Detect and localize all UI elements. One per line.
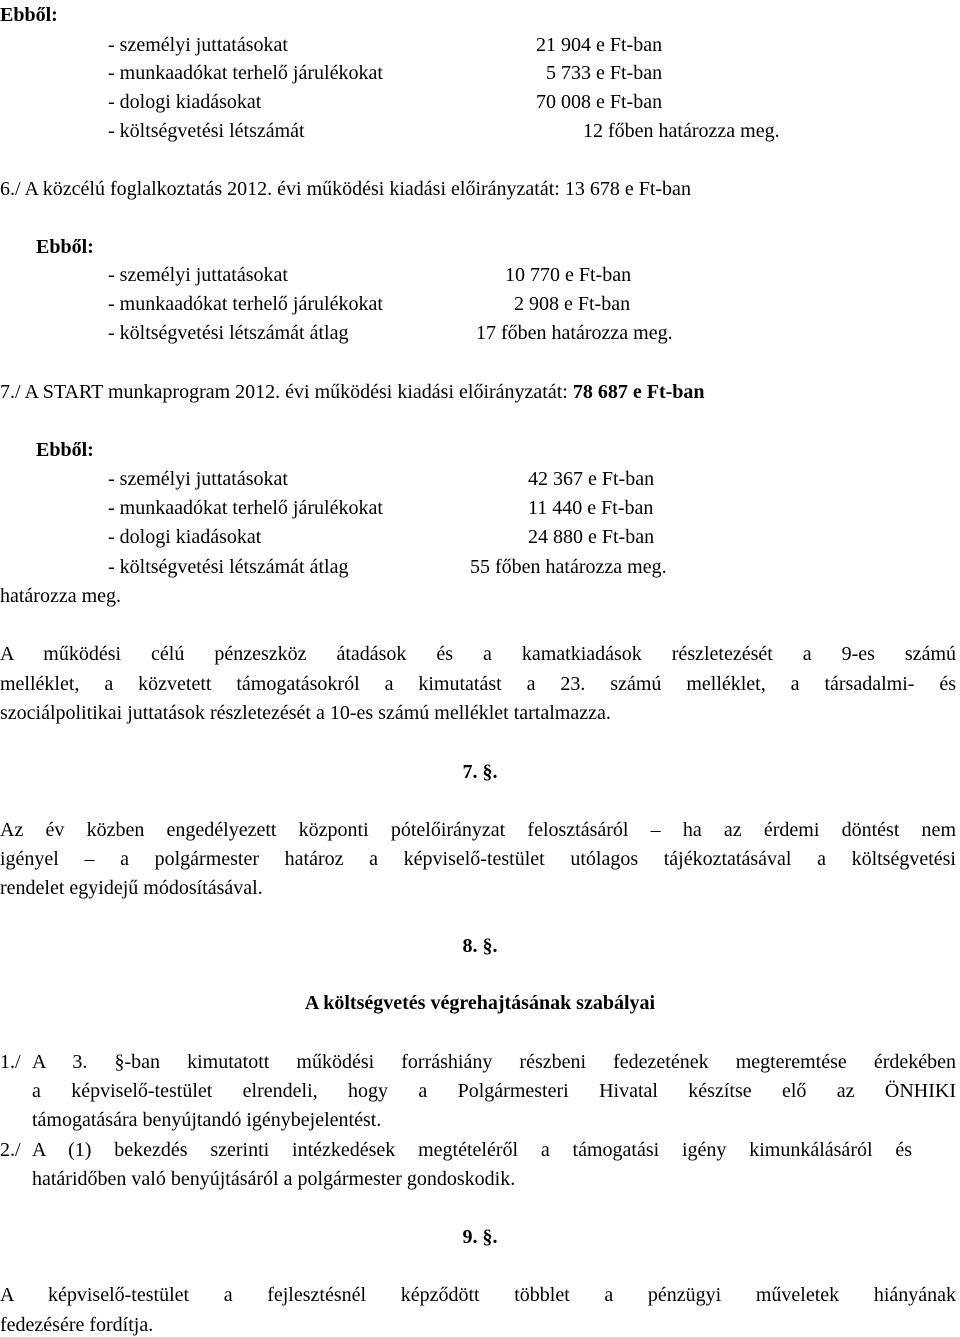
section-7-line: Az év közben engedélyezett központi pótelőirányzat felosztásáról – ha az érdemi döntést nem [0,819,956,841]
block1-row-value: 5 733 e Ft-ban [546,62,663,84]
item6-title: 6./ A közcélú foglalkoztatás 2012. évi működési kiadási előirányzatát: 13 678 e Ft-ban [0,178,691,200]
section-8-p1-line: a képviselő-testület elrendeli, hogy a Polgármesteri Hivatal készítse elő az ÖNHIKI [32,1080,956,1102]
item7-row-label: - munkaadókat terhelő járulékokat [108,497,383,519]
section-8-p2-marker: 2./ [0,1139,21,1161]
block1-row-label: - személyi juttatásokat [108,34,288,56]
section-9-line: fedezésére fordítja. [0,1314,154,1336]
section-8-p2-line: határidőben való benyújtásáról a polgármester gondoskodik. [32,1168,516,1190]
item7-row-label: - költségvetési létszámát átlag [108,556,349,578]
item6-heading: Ebből: [36,236,94,258]
item6-row-label: - munkaadókat terhelő járulékokat [108,293,383,315]
item7-tail: határozza meg. [0,585,122,607]
item7-row-value: 55 főben határozza meg. [470,556,667,578]
section-8-title: A költségvetés végrehajtásának szabályai [304,992,656,1014]
section-9-number: 9. §. [462,1226,498,1248]
block1-row-label: - munkaadókat terhelő járulékokat [108,62,383,84]
item6-row-value: 2 908 e Ft-ban [514,293,631,315]
block1-row-value: 70 008 e Ft-ban [536,91,663,113]
paragraph-line: szociálpolitikai juttatások részletezését a 10-es számú melléklet tartalmazza. [0,702,611,724]
item6-row-label: - személyi juttatásokat [108,264,288,286]
section-8-p2-line: A (1) bekezdés szerinti intézkedések megtételéről a támogatási igény kimunkálásáról és [32,1139,912,1161]
item7-row-value: 24 880 e Ft-ban [528,526,655,548]
item7-row-value: 11 440 e Ft-ban [528,497,654,519]
item7-title [0,380,705,404]
item6-row-label: - költségvetési létszámát átlag [108,322,349,344]
item7-row-value: 42 367 e Ft-ban [528,468,655,490]
block1-row-value: 21 904 e Ft-ban [536,34,663,56]
item6-row-value: 17 főben határozza meg. [476,322,673,344]
item7-heading: Ebből: [36,439,94,461]
section-7-line: rendelet egyidejű módosításával. [0,877,263,899]
item7-title-text: 7./ A START munkaprogram 2012. évi működési kiadási előirányzatát: [0,381,573,403]
block1-row-value: 12 főben határozza meg. [583,120,780,142]
section-8-p1-marker: 1./ [0,1051,21,1073]
section-7-number: 7. §. [462,761,498,783]
paragraph-line: A működési célú pénzeszköz átadások és a kamatkiadások részletezését a 9-es számú [0,643,956,665]
item7-row-label: - személyi juttatásokat [108,468,288,490]
section-8-p1-line: A 3. §-ban kimutatott működési forráshiány részbeni fedezetének megteremtése érdekében [32,1051,956,1073]
block1-row-label: - dologi kiadásokat [108,91,262,113]
item6-row-value: 10 770 e Ft-ban [505,264,632,286]
paragraph-line: melléklet, a közvetett támogatásokról a kimutatást a 23. számú melléklet, a társadalmi- és [0,673,956,695]
section-8-number: 8. §. [462,935,498,957]
block1-heading: Ebből: [0,4,58,26]
section-8-p1-line: támogatására benyújtandó igénybejelentést. [32,1109,382,1131]
section-7-line: igényel – a polgármester határoz a képviselő-testület utólagos tájékoztatásával a költségvetési [0,848,956,870]
section-9-line: A képviselő-testület a fejlesztésnél képződött többlet a pénzügyi műveletek hiányának [0,1284,956,1306]
block1-row-label: - költségvetési létszámát [108,120,305,142]
item7-row-label: - dologi kiadásokat [108,526,262,548]
item7-title-amount: 78 687 e Ft-ban [572,381,705,403]
